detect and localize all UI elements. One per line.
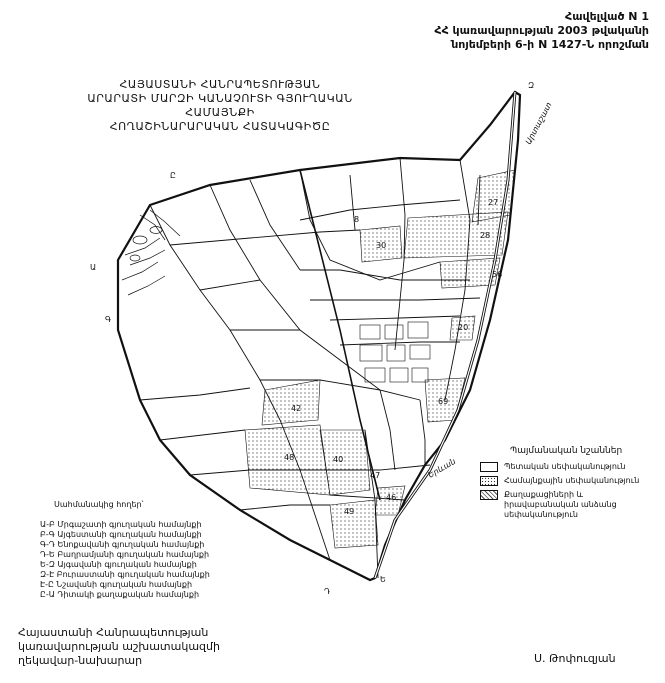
boundary-letter-g: Գ xyxy=(105,315,112,324)
plot-label-20: 20 xyxy=(458,323,469,332)
plot-label-28: 28 xyxy=(480,231,491,240)
legend-item-state xyxy=(480,462,625,472)
road-label-artashat: Արտաշատ xyxy=(523,100,554,146)
plot-label-8: 8 xyxy=(354,215,360,224)
plot-label-46: 46 xyxy=(386,493,397,502)
legend-label-communal: Համայնքային սեփականություն xyxy=(504,476,640,485)
border-item: Դ-Ե Բաղրամյանի գյուղական համայնքի xyxy=(40,550,210,559)
signatory-line-1: Հայաստանի Հանրապետության xyxy=(18,626,209,639)
title-line-3: ՀՈՂԱՇԻՆԱՐԱՐԱԿԱՆ ՀԱՏԱԿԱԳԻԾԸ xyxy=(109,120,331,133)
plot-label-27: 27 xyxy=(488,198,499,207)
bordering-lands-list xyxy=(40,500,210,600)
plot-label-40: 40 xyxy=(333,455,344,464)
legend-item-private xyxy=(480,490,660,520)
border-item: Ե-Զ Այգավանի գյուղական համայնքի xyxy=(40,560,197,569)
border-item: Զ-Է Բուրաստանի գյուղական համայնքի xyxy=(40,570,210,579)
border-item: Ա-Բ Մրգաշատի գյուղական համայնքի xyxy=(40,520,202,529)
signatory-name: Ս. Թոփուզյան xyxy=(534,652,616,665)
boundary-letter-e: Ե xyxy=(380,575,386,584)
bordering-lands-title: Սահմանակից հողեր՝ xyxy=(54,500,144,509)
boundary-letter-a: Ա xyxy=(90,263,97,272)
legend-swatch-private xyxy=(480,490,498,500)
title-line-1: ՀԱՅԱՍՏԱՆԻ ՀԱՆՐԱՊԵՏՈՒԹՅԱՆ xyxy=(119,78,321,91)
appendix-line-1: Հավելված N 1 xyxy=(565,10,649,23)
boundary-letter-z: Զ xyxy=(528,81,535,90)
plot-label-48: 48 xyxy=(284,453,295,462)
plot-label-49: 49 xyxy=(344,507,355,516)
border-item: Է-Ը Նշավանի գյուղական համայնքի xyxy=(40,580,193,589)
plot-label-47: 47 xyxy=(370,471,381,480)
legend-swatch-state xyxy=(480,462,498,472)
boundary-letter-d: Դ xyxy=(324,587,331,596)
boundary-letter-e-north: Ը xyxy=(170,171,176,180)
legend-label-private: Քաղաքացիների և իրավաբանական անձանց սեփականություն xyxy=(504,490,617,519)
appendix-line-3: նոյեմբերի 6-ի N 1427-Ն որոշման xyxy=(451,38,649,51)
border-item: Ը-Ա Դիտակի քաղաքական համայնքի xyxy=(40,590,200,599)
legend-item-communal xyxy=(480,476,639,486)
plot-label-69: 69 xyxy=(438,397,449,406)
legend-title: Պայմանական նշաններ xyxy=(510,446,623,456)
appendix-line-2: ՀՀ կառավարության 2003 թվականի xyxy=(434,24,649,37)
plot-label-30: 30 xyxy=(376,241,387,250)
plot-label-42: 42 xyxy=(291,404,302,413)
signatory-line-2: կառավարության աշխատակազմի xyxy=(18,640,220,653)
legend-label-state: Պետական սեփականություն xyxy=(504,462,626,471)
plot-label-56: 56 xyxy=(492,270,503,279)
signatory-line-3: ղեկավար-նախարար xyxy=(18,654,143,667)
legend-swatch-communal xyxy=(480,476,498,486)
border-item: Բ-Գ Այգեստանի գյուղական համայնքի xyxy=(40,530,202,539)
title-line-2: ԱՐԱՐԱՏԻ ՄԱՐԶԻ ԿԱՆԱՉՈՒՏԻ ԳՅՈՒՂԱԿԱՆ ՀԱՄԱՅՆՔԻ xyxy=(87,92,353,119)
communal-area-28 xyxy=(404,212,508,258)
road-label-yerevan: Երևան xyxy=(426,456,458,480)
border-item: Գ-Դ Ենոքավանի գյուղական համայնքի xyxy=(40,540,205,549)
signatory-title xyxy=(18,626,220,668)
